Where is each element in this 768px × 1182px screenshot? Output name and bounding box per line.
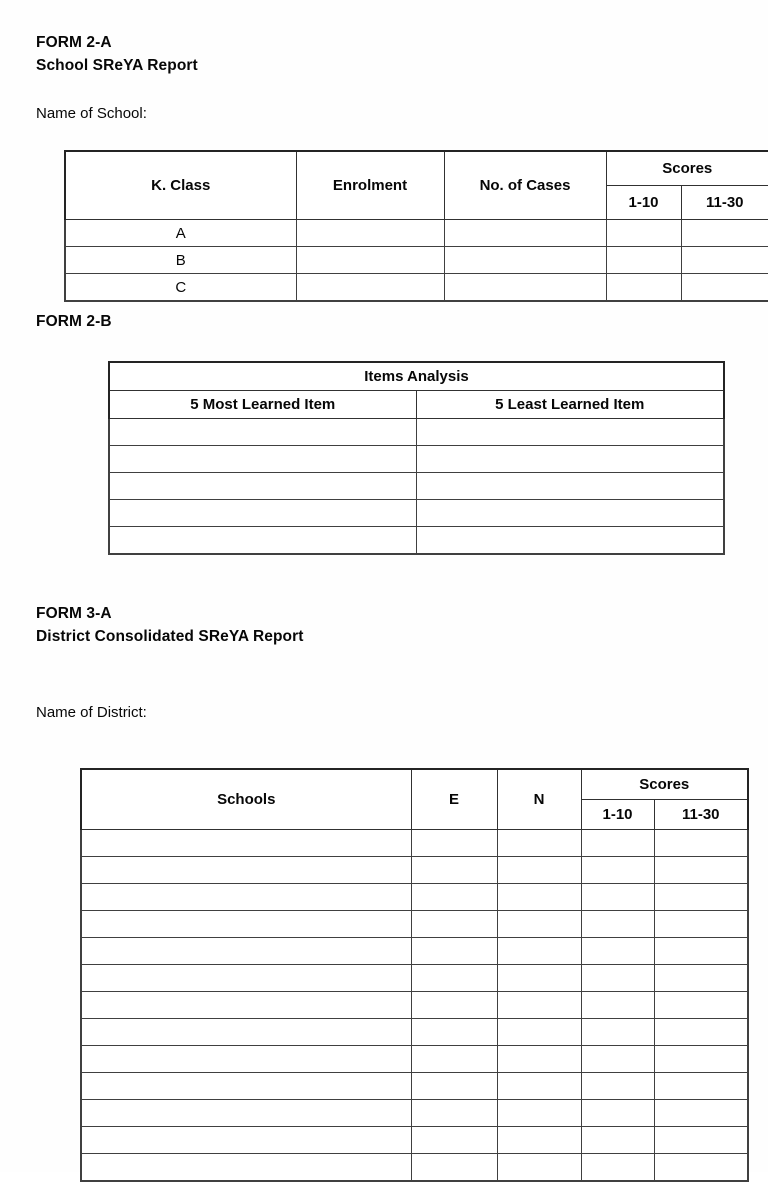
cell-most-learned[interactable] — [109, 500, 416, 527]
table-row — [109, 527, 724, 555]
table-row — [81, 1100, 748, 1127]
cell-score-1-10[interactable] — [581, 857, 654, 884]
cell-school[interactable] — [81, 1046, 411, 1073]
header-scores-1-10: 1-10 — [581, 800, 654, 830]
table-row — [81, 965, 748, 992]
cell-score-11-30[interactable] — [654, 1073, 748, 1100]
form-3a-code: FORM 3-A — [36, 605, 112, 622]
cell-score-1-10[interactable] — [581, 992, 654, 1019]
table-row — [81, 1019, 748, 1046]
cell-e[interactable] — [411, 965, 497, 992]
cell-e[interactable] — [411, 1127, 497, 1154]
table-row — [81, 1046, 748, 1073]
cell-n[interactable] — [497, 857, 581, 884]
cell-score-1-10[interactable] — [581, 911, 654, 938]
cell-school[interactable] — [81, 965, 411, 992]
cell-score-11-30[interactable] — [654, 992, 748, 1019]
table-row — [65, 247, 768, 274]
cell-least-learned[interactable] — [416, 500, 724, 527]
header-5-most-learned-item: 5 Most Learned Item — [109, 391, 416, 419]
cell-e[interactable] — [411, 911, 497, 938]
table-row — [65, 220, 768, 247]
cell-n[interactable] — [497, 1046, 581, 1073]
table-row — [81, 1073, 748, 1100]
cell-score-1-10[interactable] — [581, 938, 654, 965]
form-2b-code: FORM 2-B — [36, 313, 112, 330]
cell-enrolment[interactable] — [296, 220, 444, 247]
table-row — [81, 884, 748, 911]
cell-score-11-30[interactable] — [654, 830, 748, 857]
header-scores-11-30: 11-30 — [681, 186, 768, 220]
cell-school[interactable] — [81, 938, 411, 965]
header-5-least-learned-item: 5 Least Learned Item — [416, 391, 724, 419]
cell-score-11-30[interactable] — [654, 1154, 748, 1182]
cell-score-11-30[interactable] — [681, 274, 768, 302]
table-row — [109, 419, 724, 446]
cell-enrolment[interactable] — [296, 247, 444, 274]
cell-e[interactable] — [411, 1046, 497, 1073]
cell-n[interactable] — [497, 938, 581, 965]
cell-class: A — [65, 220, 296, 247]
cell-least-learned[interactable] — [416, 419, 724, 446]
cell-score-11-30[interactable] — [654, 911, 748, 938]
cell-score-1-10[interactable] — [606, 247, 681, 274]
cell-score-1-10[interactable] — [581, 1073, 654, 1100]
cell-e[interactable] — [411, 1019, 497, 1046]
cell-n[interactable] — [497, 1154, 581, 1182]
name-of-district-label: Name of District: — [36, 704, 147, 721]
table-row — [81, 857, 748, 884]
cell-e[interactable] — [411, 1073, 497, 1100]
cell-n[interactable] — [497, 911, 581, 938]
cell-least-learned[interactable] — [416, 473, 724, 500]
cell-score-11-30[interactable] — [681, 247, 768, 274]
cell-most-learned[interactable] — [109, 419, 416, 446]
cell-e[interactable] — [411, 857, 497, 884]
cell-score-1-10[interactable] — [581, 1046, 654, 1073]
table-row — [81, 938, 748, 965]
table-school-sreya — [64, 150, 768, 302]
cell-school[interactable] — [81, 1127, 411, 1154]
cell-score-11-30[interactable] — [681, 220, 768, 247]
cell-score-11-30[interactable] — [654, 884, 748, 911]
cell-school[interactable] — [81, 911, 411, 938]
cell-e[interactable] — [411, 992, 497, 1019]
header-scores-11-30: 11-30 — [654, 800, 748, 830]
cell-school[interactable] — [81, 1100, 411, 1127]
cell-score-1-10[interactable] — [581, 830, 654, 857]
table-district-consolidated — [80, 768, 749, 1182]
table-title-row — [109, 362, 724, 391]
table-row — [65, 274, 768, 302]
cell-school[interactable] — [81, 1154, 411, 1182]
cell-score-11-30[interactable] — [654, 965, 748, 992]
cell-school[interactable] — [81, 884, 411, 911]
cell-e[interactable] — [411, 830, 497, 857]
cell-score-11-30[interactable] — [654, 1019, 748, 1046]
table-header-row — [109, 391, 724, 419]
table-row — [109, 446, 724, 473]
cell-least-learned[interactable] — [416, 446, 724, 473]
name-of-school-label: Name of School: — [36, 105, 147, 122]
form-3a-title: District Consolidated SReYA Report — [36, 628, 304, 645]
header-n: N — [497, 769, 581, 830]
table-row — [109, 473, 724, 500]
cell-n[interactable] — [497, 830, 581, 857]
cell-n[interactable] — [497, 1127, 581, 1154]
header-schools: Schools — [81, 769, 411, 830]
cell-n[interactable] — [497, 1019, 581, 1046]
cell-no-of-cases[interactable] — [444, 274, 606, 302]
cell-score-1-10[interactable] — [581, 884, 654, 911]
cell-score-11-30[interactable] — [654, 1046, 748, 1073]
cell-least-learned[interactable] — [416, 527, 724, 555]
table-row — [81, 1127, 748, 1154]
cell-e[interactable] — [411, 1154, 497, 1182]
cell-most-learned[interactable] — [109, 446, 416, 473]
cell-school[interactable] — [81, 830, 411, 857]
header-no-of-cases: No. of Cases — [444, 151, 606, 220]
cell-school[interactable] — [81, 992, 411, 1019]
table-row — [109, 500, 724, 527]
cell-school[interactable] — [81, 1073, 411, 1100]
header-scores: Scores — [606, 151, 768, 186]
table-header-row — [81, 769, 748, 800]
cell-n[interactable] — [497, 965, 581, 992]
cell-score-1-10[interactable] — [581, 965, 654, 992]
form-2a-code: FORM 2-A — [36, 34, 112, 51]
table-row — [81, 992, 748, 1019]
cell-school[interactable] — [81, 1019, 411, 1046]
header-enrolment: Enrolment — [296, 151, 444, 220]
cell-no-of-cases[interactable] — [444, 247, 606, 274]
cell-score-1-10[interactable] — [581, 1127, 654, 1154]
cell-e[interactable] — [411, 884, 497, 911]
cell-score-11-30[interactable] — [654, 1127, 748, 1154]
table-row — [81, 1154, 748, 1182]
table-header-row — [65, 151, 768, 186]
header-e: E — [411, 769, 497, 830]
form-2a-title: School SReYA Report — [36, 57, 198, 74]
cell-score-1-10[interactable] — [606, 220, 681, 247]
cell-score-11-30[interactable] — [654, 1100, 748, 1127]
header-items-analysis: Items Analysis — [109, 362, 724, 391]
header-k-class: K. Class — [65, 151, 296, 220]
table-items-analysis — [108, 361, 725, 555]
cell-score-1-10[interactable] — [581, 1019, 654, 1046]
cell-n[interactable] — [497, 1100, 581, 1127]
cell-enrolment[interactable] — [296, 274, 444, 302]
cell-n[interactable] — [497, 884, 581, 911]
cell-most-learned[interactable] — [109, 527, 416, 555]
cell-no-of-cases[interactable] — [444, 220, 606, 247]
cell-score-1-10[interactable] — [606, 274, 681, 302]
cell-school[interactable] — [81, 857, 411, 884]
table-row — [81, 911, 748, 938]
header-scores-1-10: 1-10 — [606, 186, 681, 220]
table-row — [81, 830, 748, 857]
cell-e[interactable] — [411, 938, 497, 965]
cell-class: C — [65, 274, 296, 302]
cell-score-11-30[interactable] — [654, 857, 748, 884]
cell-n[interactable] — [497, 992, 581, 1019]
cell-score-1-10[interactable] — [581, 1154, 654, 1182]
cell-n[interactable] — [497, 1073, 581, 1100]
cell-most-learned[interactable] — [109, 473, 416, 500]
cell-e[interactable] — [411, 1100, 497, 1127]
cell-score-1-10[interactable] — [581, 1100, 654, 1127]
cell-class: B — [65, 247, 296, 274]
table-body — [81, 830, 748, 1182]
header-scores: Scores — [581, 769, 748, 800]
cell-score-11-30[interactable] — [654, 938, 748, 965]
